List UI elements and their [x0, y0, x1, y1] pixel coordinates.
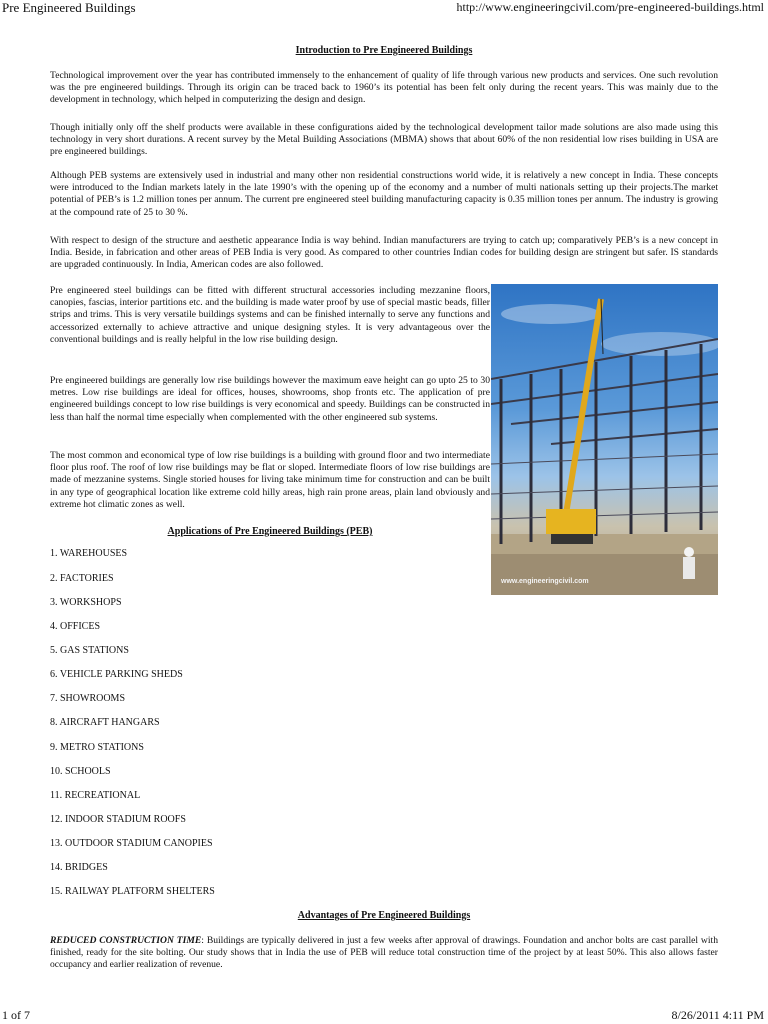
- list-item: 5. GAS STATIONS: [50, 645, 129, 656]
- print-timestamp: 8/26/2011 4:11 PM: [671, 1008, 764, 1022]
- paragraph-design-india: With respect to design of the structure and aesthetic appearance India is way behind. Indian manufacturers are trying to catch up; comparatively PEB’s is a new concept in India. Beside, in fabrication and other areas of PEB India is very good. As compared to other countries Indian codes for building design are stringent but safer. IS standards are upgraded continuously. In India, American codes are also followed.: [50, 235, 718, 271]
- list-item: 11. RECREATIONAL: [50, 790, 141, 801]
- paragraph-accessories: Pre engineered steel buildings can be fitted with different structural accessories including mezzanine floors, canopies, fascias, interior partitions etc. and the building is made water proof by use of special mastic beads, filler strips and trims. This is very versatile buildings systems and can be finished internally to serve any functions and accessorized externally to achieve attractive and unique designing styles. It is very advantageous over the conventional buildings and is really helpful in the low rise building design.: [50, 285, 490, 345]
- document-title: Introduction to Pre Engineered Buildings: [295, 45, 473, 56]
- paragraph-shelf-products: Though initially only off the shelf products were available in these configurations aided by the technological development tailor made solutions are also made using this technology in very short durations. A recent survey by the Metal Building Associations (MBMA) shows that about 60% of the non residential low rises building in USA are pre engineered buildings.: [50, 122, 718, 158]
- list-item: 12. INDOOR STADIUM ROOFS: [50, 814, 186, 825]
- list-item: 1. WAREHOUSES: [50, 548, 128, 559]
- list-item: 6. VEHICLE PARKING SHEDS: [50, 669, 183, 680]
- applications-title: Applications of Pre Engineered Buildings (PEB): [167, 526, 373, 537]
- advantage-text: : Buildings are typically delivered in just a few weeks after approval of drawings. Foundation and anchor bolts are cast parallel with finished, ready for the site bolting. Our study shows that in India the use of PEB will reduce total construction time of the project by at least 50%. This also allows faster occupancy and earlier realization of revenue.: [50, 935, 718, 971]
- paragraph-reduced-time: [50, 935, 718, 972]
- advantage-lead: REDUCED CONSTRUCTION TIME: [50, 935, 202, 946]
- list-item: 4. OFFICES: [50, 621, 101, 632]
- list-item: 7. SHOWROOMS: [50, 693, 126, 704]
- paragraph-common-type: The most common and economical type of low rise buildings is a building with ground floor and two intermediate floor plus roof. The roof of low rise buildings may be flat or sloped. Intermediate floors of low rise buildings are made of mezzanine systems. Single storied houses for living take minimum time for construction and can be built in any type of geographical location like extreme cold hilly areas, high rain prone areas, plain land obviously and extreme hot climatic zones as well.: [50, 450, 490, 510]
- list-item: 8. AIRCRAFT HANGARS: [50, 717, 160, 728]
- list-item: 13. OUTDOOR STADIUM CANOPIES: [50, 838, 213, 849]
- paragraph-low-rise: Pre engineered buildings are generally low rise buildings however the maximum eave height can go upto 25 to 30 metres. Low rise buildings are ideal for offices, houses, showrooms, shop fronts etc. The application of pre engineered buildings concept to low rise buildings is very economical and speedy. Buildings can be constructed in less than half the normal time especially when complemented with the other engineered sub systems.: [50, 375, 490, 423]
- list-item: 15. RAILWAY PLATFORM SHELTERS: [50, 886, 215, 897]
- photo-watermark: www.engineeringcivil.com: [501, 578, 589, 585]
- list-item: 3. WORKSHOPS: [50, 597, 122, 608]
- steel-frame-illustration: [491, 284, 718, 595]
- construction-photo: [491, 284, 718, 595]
- advantages-title: Advantages of Pre Engineered Buildings: [297, 910, 471, 921]
- page-header-url[interactable]: http://www.engineeringcivil.com/pre-engineered-buildings.html: [456, 0, 764, 14]
- list-item: 9. METRO STATIONS: [50, 742, 144, 753]
- list-item: 2. FACTORIES: [50, 573, 114, 584]
- page-number: 1 of 7: [2, 1008, 30, 1022]
- page-header-title: Pre Engineered Buildings: [2, 0, 136, 15]
- paragraph-india-market: Although PEB systems are extensively used in industrial and many other non residential constructions world wide, it is relatively a new concept in India. These concepts were introduced to the Indian markets lately in the late 1990’s with the opening up of the economy and a number of multi nationals setting up their projects.The market potential of PEB’s is 1.2 million tones per annum. The current pre engineered steel building manufacturing capacity is 0.35 million tones per annum. The industry is growing at the compound rate of 25 to 30 %.: [50, 170, 718, 218]
- list-item: 10. SCHOOLS: [50, 766, 111, 777]
- list-item: 14. BRIDGES: [50, 862, 108, 873]
- paragraph-intro: Technological improvement over the year has contributed immensely to the enhancement of quality of life through various new products and services. One such revolution was the pre engineered buildings. Through its origin can be traced back to 1960’s its potential has been felt only during the recent years. This was mainly due to the development in technology, which helped in computerizing the design and design.: [50, 70, 718, 106]
